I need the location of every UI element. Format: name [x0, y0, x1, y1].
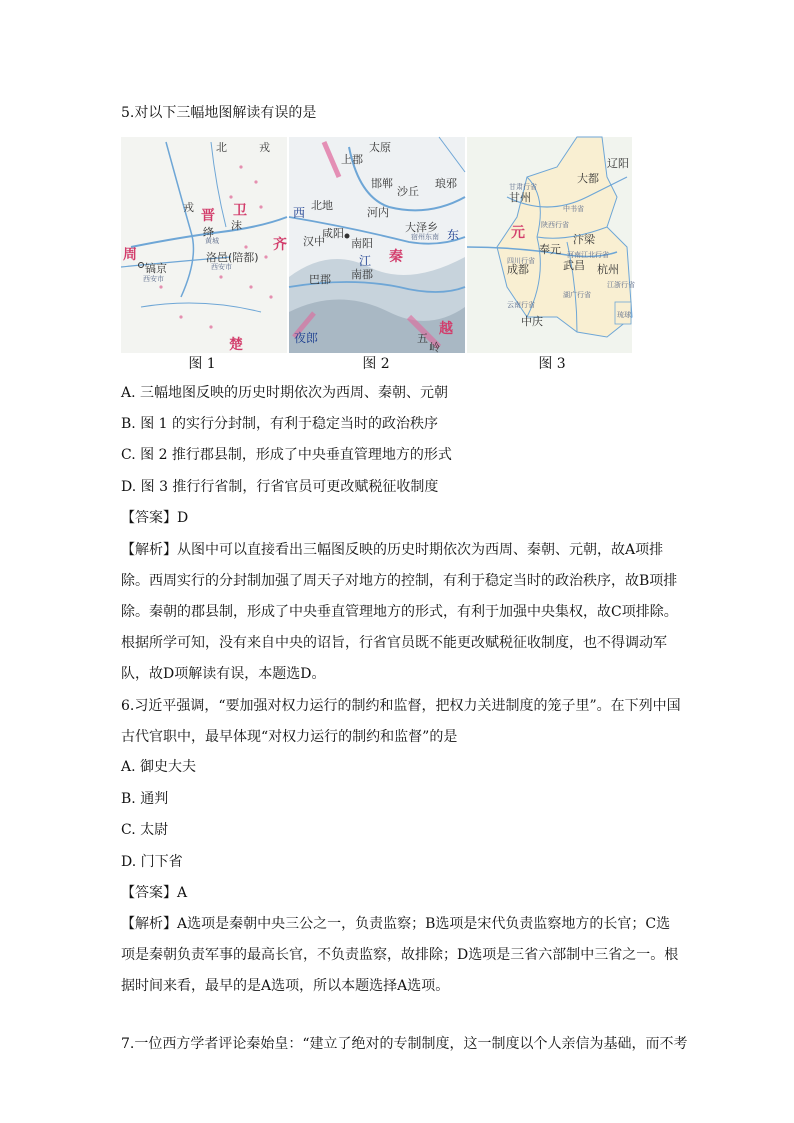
q6-option-a: A. 御史大夫: [121, 759, 197, 775]
map2-label: 太原: [369, 141, 391, 154]
map3-label: 汴梁: [573, 233, 595, 246]
answer-label: 【答案】: [121, 510, 177, 526]
map1-label: 晋: [201, 208, 215, 224]
map3-label: 成都: [507, 263, 529, 276]
map-figure-1: [121, 137, 287, 353]
map2-label: 沙丘: [397, 185, 419, 198]
map1-small-label: 西安市: [143, 275, 164, 283]
map1-small-label: 西安市: [211, 263, 232, 271]
q7-stem: 7.一位西方学者评论秦始皇：“建立了绝对的专制制度，这一制度以个人亲信为基础，而不考: [121, 1036, 688, 1052]
map2-label: 汉中: [303, 235, 325, 248]
map2-small-label: 宿州东南: [411, 233, 439, 241]
q6-option-b: B. 通判: [121, 791, 169, 807]
map2-label: 西: [293, 206, 306, 220]
answer-value: A: [177, 885, 188, 901]
q5-option-c: C. 图 2 推行郡县制，形成了中央垂直管理地方的形式: [121, 447, 452, 463]
map1-small-label: 黄城: [205, 237, 219, 245]
q6-option-c: C. 太尉: [121, 822, 169, 838]
map2-label: 上郡: [341, 153, 363, 166]
map1-label: 楚: [229, 337, 243, 353]
map3-label: 大都: [577, 172, 599, 185]
map2-label: 大泽乡: [405, 221, 438, 234]
map1-label: 绛: [203, 226, 214, 239]
map2-label: 东: [447, 228, 460, 242]
map3-label: 元: [511, 225, 525, 241]
map1-label: 北: [216, 141, 227, 154]
map-figure-3: [467, 137, 635, 353]
analysis-text: 从图中可以直接看出三幅图反映的历史时期依次为西周、秦朝、元朝，故A项排除。西周实行的分封制加强了周天子对地方的控制，有利于稳定当时的政治秩序，故B项排除。秦朝的郡县制，形成了中央垂直管理地方的形式，有利于加强中央集权，故C项排除。根据所学可知，没有来自中央的诏旨，行省官员既不能更改赋税征收制度，也不得调动军队，故D项解读有误，本题选D。: [121, 542, 678, 682]
map3-label: 杭州: [597, 263, 619, 276]
analysis-label: 【解析】: [121, 542, 177, 558]
map3-label: 奉元: [539, 243, 561, 256]
figure-caption: 图 3: [538, 356, 566, 372]
map2-label: 岭: [429, 341, 440, 354]
map2-label: 邯郸: [371, 177, 393, 190]
map3-label: 云南行省: [507, 301, 535, 309]
map3-label: 甘州: [509, 191, 531, 204]
map3-label: 武昌: [563, 259, 585, 272]
map3-label: 江浙行省: [607, 281, 635, 289]
figure-caption: 图 1: [188, 356, 216, 372]
q5-option-d: D. 图 3 推行行省制，行省官员可更改赋税征收制度: [121, 479, 439, 495]
q5-stem: 5.对以下三幅地图解读有误的是: [121, 105, 317, 121]
map3-label: 辽阳: [607, 157, 629, 170]
figure-caption: 图 2: [362, 356, 390, 372]
map3-label: 甘肃行省: [509, 183, 537, 191]
analysis-label: 【解析】: [121, 916, 177, 932]
map3-label: 琉球: [617, 311, 631, 319]
map2-label: 夜郎: [294, 331, 319, 345]
q6-answer: [121, 883, 187, 903]
map2-label: 河内: [367, 206, 389, 219]
answer-value: D: [177, 510, 189, 526]
q5-analysis: [121, 535, 681, 690]
map2-label: 江: [359, 254, 372, 268]
map3-label: 河南江北行省: [567, 251, 609, 259]
map1-label: 戎: [183, 201, 194, 214]
map2-label: 北地: [311, 199, 333, 212]
map1-label: 卫: [233, 203, 247, 219]
map2-label: 南阳: [351, 237, 373, 250]
analysis-text: A选项是秦朝中央三公之一，负责监察；B选项是宋代负责监察地方的长官；C选项是秦朝负责军事的最高长官，不负责监察，故排除；D选项是三省六部制中三省之一。根据时间来看，最早的是A选项，所以本题选择A选项。: [121, 916, 679, 994]
q6-option-d: D. 门下省: [121, 854, 183, 870]
map-figure-2: [289, 137, 465, 353]
map3-label: 四川行省: [507, 257, 535, 265]
q5-option-a: A. 三幅地图反映的历史时期依次为西周、秦朝、元朝: [121, 385, 449, 401]
map2-label: 南郡: [351, 268, 373, 281]
map3-label: 中书省: [563, 205, 584, 213]
map2-label: 巴郡: [309, 273, 331, 286]
map1-label: 沫: [231, 219, 242, 232]
map2-label: 琅邪: [435, 177, 457, 190]
map1-label: 周: [123, 247, 137, 263]
answer-label: 【答案】: [121, 885, 177, 901]
map2-label: 越: [439, 321, 453, 337]
map3-label: 湖广行省: [563, 291, 591, 299]
map2-label: 咸阳: [322, 227, 344, 240]
map1-label: 戎: [259, 141, 270, 154]
map2-label: 秦: [389, 249, 403, 265]
q6-analysis: [121, 909, 681, 1002]
map2-label: 五: [417, 332, 428, 345]
map1-label: 齐: [273, 237, 287, 253]
map1-label: 洛邑(陪都): [206, 251, 259, 264]
q5-answer: [121, 508, 188, 528]
q5-option-b: B. 图 1 的实行分封制，有利于稳定当时的政治秩序: [121, 416, 438, 432]
map3-label: 中庆: [521, 315, 543, 328]
map3-label: 陕西行省: [541, 221, 569, 229]
map1-label: 镐京: [145, 262, 167, 275]
q6-stem: 6.习近平强调，“要加强对权力运行的制约和监督，把权力关进制度的笼子里”。在下列中国古代官职中，最早体现“对权力运行的制约和监督”的是: [121, 698, 681, 745]
